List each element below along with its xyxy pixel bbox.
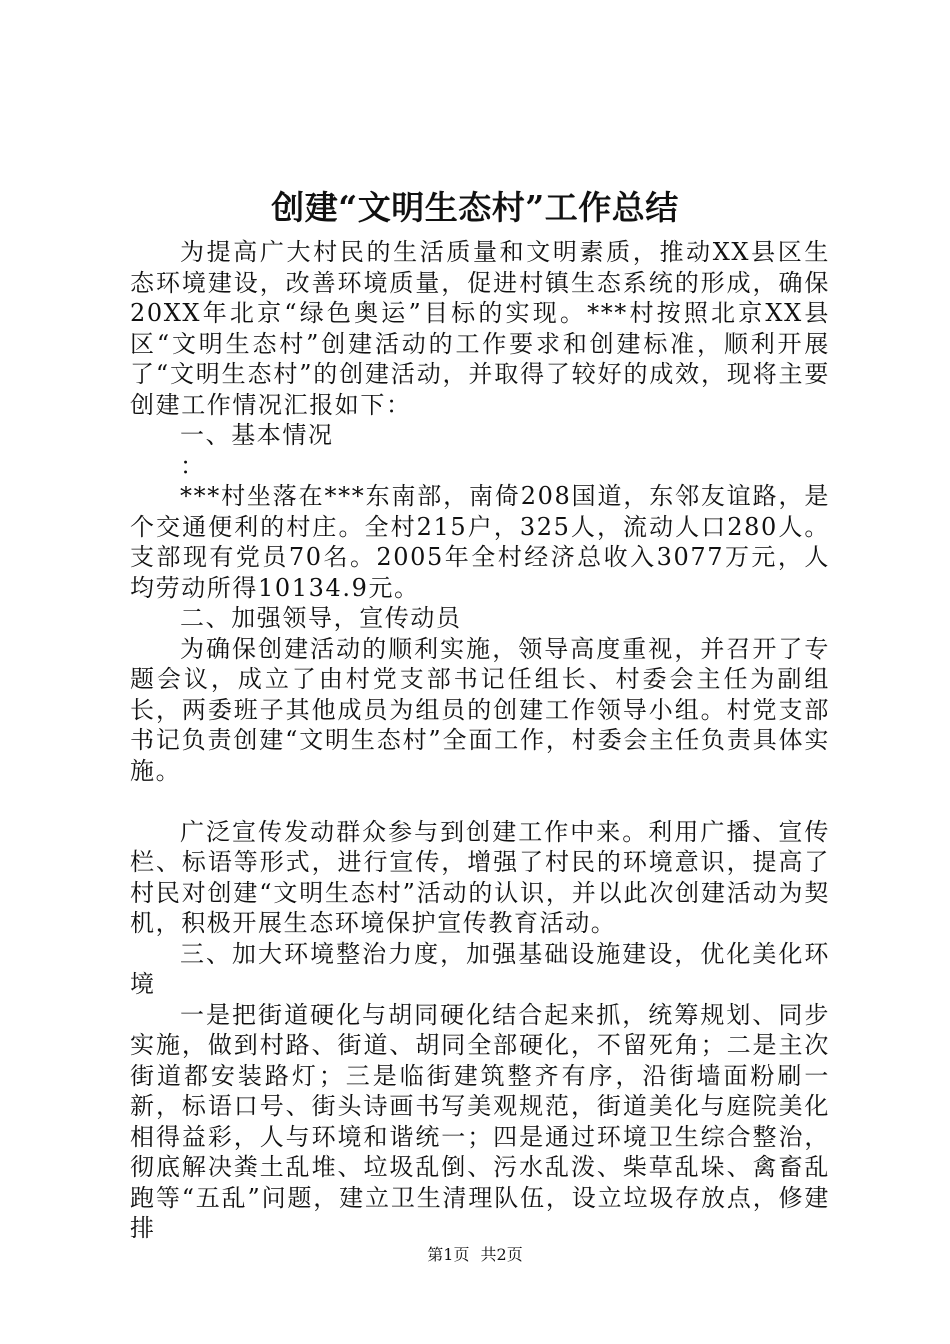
page-number-current: 第1页 xyxy=(427,1245,470,1264)
section-heading-basic-info: 一、基本情况 xyxy=(180,421,334,449)
paragraph-publicity: 广泛宣传发动群众参与到创建工作中来。利用广播、宣传栏、标语等形式，进行宣传，增强了村民的环境意识，提高了村民对创建“文明生态村”活动的认识，并以此次创建活动为契机，积极开展生态环境保护宣传教育活动。 xyxy=(130,817,830,937)
blank-line xyxy=(130,786,830,817)
document-body xyxy=(130,237,830,1244)
section-heading-environment: 三、加大环境整治力度，加强基础设施建设，优化美化环境 xyxy=(130,939,830,998)
paragraph-intro: 为提高广大村民的生活质量和文明素质，推动XX县区生态环境建设，改善环境质量，促进村镇生态系统的形成，确保20XX年北京“绿色奥运”目标的实现。***村按照北京XX县区“文明生态村”创建活动的工作要求和创建标准，顺利开展了“文明生态村”的创建活动，并取得了较好的成效，现将主要创建工作情况汇报如下： xyxy=(130,238,830,419)
paragraph-colon: ： xyxy=(180,451,206,480)
paragraph-environment-measures: 一是把街道硬化与胡同硬化结合起来抓，统筹规划、同步实施，做到村路、街道、胡同全部硬化，不留死角；二是主次街道都安装路灯；三是临街建筑整齐有序，沿街墙面粉刷一新，标语口号、街头诗画书写美观规范，街道美化与庭院美化相得益彩，人与环境和谐统一；四是通过环境卫生综合整治，彻底解决粪土乱堆、垃圾乱倒、污水乱泼、柴草乱垛、禽畜乱跑等“五乱”问题，建立卫生清理队伍，设立垃圾存放点，修建排 xyxy=(130,1000,830,1242)
document-title: 创建“文明生态村”工作总结 xyxy=(271,188,679,227)
paragraph-village-overview: ***村坐落在***东南部，南倚208国道，东邻友谊路，是个交通便利的村庄。全村215户，325人，流动人口280人。支部现有党员70名。2005年全村经济总收入3077万元，人均劳动所得10134.9元。 xyxy=(130,482,830,602)
section-heading-leadership: 二、加强领导，宣传动员 xyxy=(180,604,462,632)
page-footer xyxy=(0,1245,950,1265)
page-number-total: 共2页 xyxy=(480,1245,523,1264)
paragraph-leadership: 为确保创建活动的顺利实施，领导高度重视，并召开了专题会议，成立了由村党支部书记任组长、村委会主任为副组长，两委班子其他成员为组员的创建工作领导小组。村党支部书记负责创建“文明生态村”全面工作，村委会主任负责具体实施。 xyxy=(130,634,830,785)
